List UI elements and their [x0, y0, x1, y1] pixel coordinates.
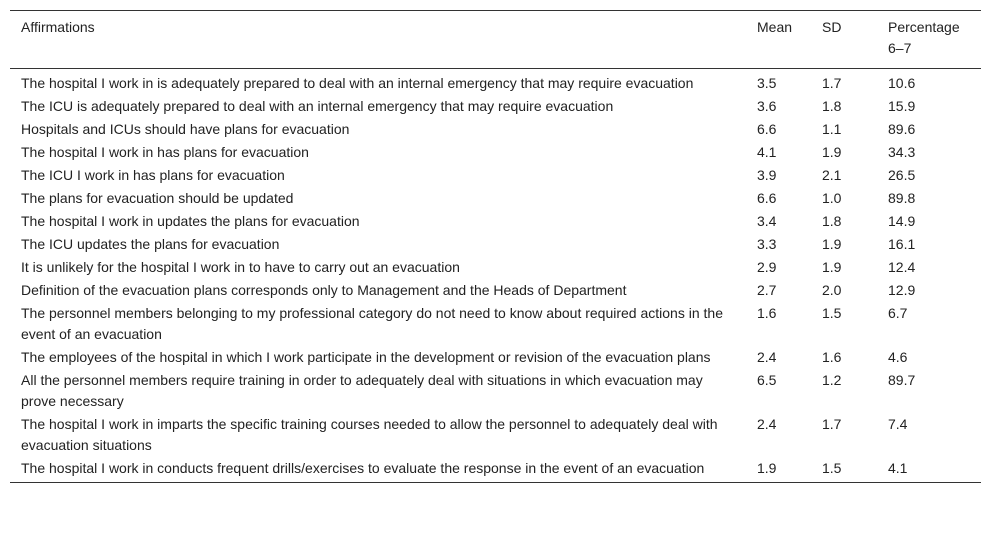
mean-value: 1.6 [757, 305, 777, 321]
affirmation-text: The personnel members belonging to my professional category do not need to know about required actions in the event of an evacuation [21, 305, 723, 342]
table-row [10, 368, 981, 412]
header-affirmations: Affirmations [21, 19, 95, 35]
percentage-value: 15.9 [888, 98, 916, 114]
percentage-value: 14.9 [888, 213, 916, 229]
affirmation-text: All the personnel members require training in order to adequately deal with situations in which evacuation may prove necessary [21, 372, 703, 409]
table-row [10, 140, 981, 163]
sd-value: 1.7 [822, 416, 842, 432]
percentage-value: 4.1 [888, 460, 908, 476]
sd-value: 1.5 [822, 305, 842, 321]
table-row [10, 94, 981, 117]
percentage-value: 89.8 [888, 190, 916, 206]
sd-value: 1.9 [822, 236, 842, 252]
percentage-value: 6.7 [888, 305, 908, 321]
mean-value: 2.4 [757, 416, 777, 432]
table-row [10, 209, 981, 232]
sd-value: 1.2 [822, 372, 842, 388]
mean-value: 1.9 [757, 460, 777, 476]
affirmation-text: The plans for evacuation should be updated [21, 190, 294, 206]
mean-value: 2.7 [757, 282, 777, 298]
sd-value: 1.9 [822, 259, 842, 275]
affirmation-text: The hospital I work in imparts the specific training courses needed to allow the personnel to adequately deal with evacuation situations [21, 416, 718, 453]
table-row [10, 456, 981, 483]
sd-value: 1.8 [822, 98, 842, 114]
affirmation-text: The ICU updates the plans for evacuation [21, 236, 280, 252]
sd-value: 1.7 [822, 75, 842, 91]
sd-value: 2.1 [822, 167, 842, 183]
affirmation-text: The hospital I work in updates the plans for evacuation [21, 213, 360, 229]
header-mean: Mean [757, 19, 793, 35]
sd-value: 1.6 [822, 349, 842, 365]
table-row [10, 345, 981, 368]
table-row [10, 186, 981, 209]
sd-value: 1.9 [822, 144, 842, 160]
percentage-value: 26.5 [888, 167, 916, 183]
percentage-value: 34.3 [888, 144, 916, 160]
mean-value: 3.9 [757, 167, 777, 183]
sd-value: 1.1 [822, 121, 842, 137]
sd-value: 1.8 [822, 213, 842, 229]
percentage-value: 12.9 [888, 282, 916, 298]
table-row [10, 301, 981, 345]
percentage-value: 10.6 [888, 75, 916, 91]
mean-value: 4.1 [757, 144, 777, 160]
mean-value: 3.3 [757, 236, 777, 252]
percentage-value: 89.6 [888, 121, 916, 137]
affirmation-text: The hospital I work in has plans for evacuation [21, 144, 309, 160]
mean-value: 3.4 [757, 213, 777, 229]
sd-value: 1.0 [822, 190, 842, 206]
percentage-value: 4.6 [888, 349, 908, 365]
affirmation-text: The hospital I work in conducts frequent drills/exercises to evaluate the response in the event of an evacuation [21, 460, 705, 476]
table-row [10, 117, 981, 140]
mean-value: 2.9 [757, 259, 777, 275]
sd-value: 2.0 [822, 282, 842, 298]
header-row [10, 11, 981, 69]
table-row [10, 232, 981, 255]
header-percentage: Percentage 6–7 [888, 19, 960, 56]
affirmation-text: The hospital I work in is adequately prepared to deal with an internal emergency that may require evacuation [21, 75, 694, 91]
affirmation-text: Definition of the evacuation plans corresponds only to Management and the Heads of Department [21, 282, 627, 298]
percentage-value: 16.1 [888, 236, 916, 252]
affirmation-text: Hospitals and ICUs should have plans for evacuation [21, 121, 350, 137]
mean-value: 3.6 [757, 98, 777, 114]
sd-value: 1.5 [822, 460, 842, 476]
table-container [10, 10, 981, 483]
table-row [10, 69, 981, 95]
mean-value: 6.6 [757, 190, 777, 206]
header-sd: SD [822, 19, 842, 35]
affirmation-text: The ICU is adequately prepared to deal with an internal emergency that may require evacuation [21, 98, 614, 114]
affirmation-text: It is unlikely for the hospital I work in to have to carry out an evacuation [21, 259, 460, 275]
table-row [10, 278, 981, 301]
table-row [10, 163, 981, 186]
mean-value: 6.6 [757, 121, 777, 137]
affirmation-text: The ICU I work in has plans for evacuation [21, 167, 285, 183]
mean-value: 2.4 [757, 349, 777, 365]
mean-value: 6.5 [757, 372, 777, 388]
mean-value: 3.5 [757, 75, 777, 91]
percentage-value: 89.7 [888, 372, 916, 388]
affirmation-text: The employees of the hospital in which I work participate in the development or revision of the evacuation plans [21, 349, 711, 365]
percentage-value: 12.4 [888, 259, 916, 275]
affirmations-table [10, 10, 981, 483]
table-row [10, 412, 981, 456]
percentage-value: 7.4 [888, 416, 908, 432]
table-row [10, 255, 981, 278]
